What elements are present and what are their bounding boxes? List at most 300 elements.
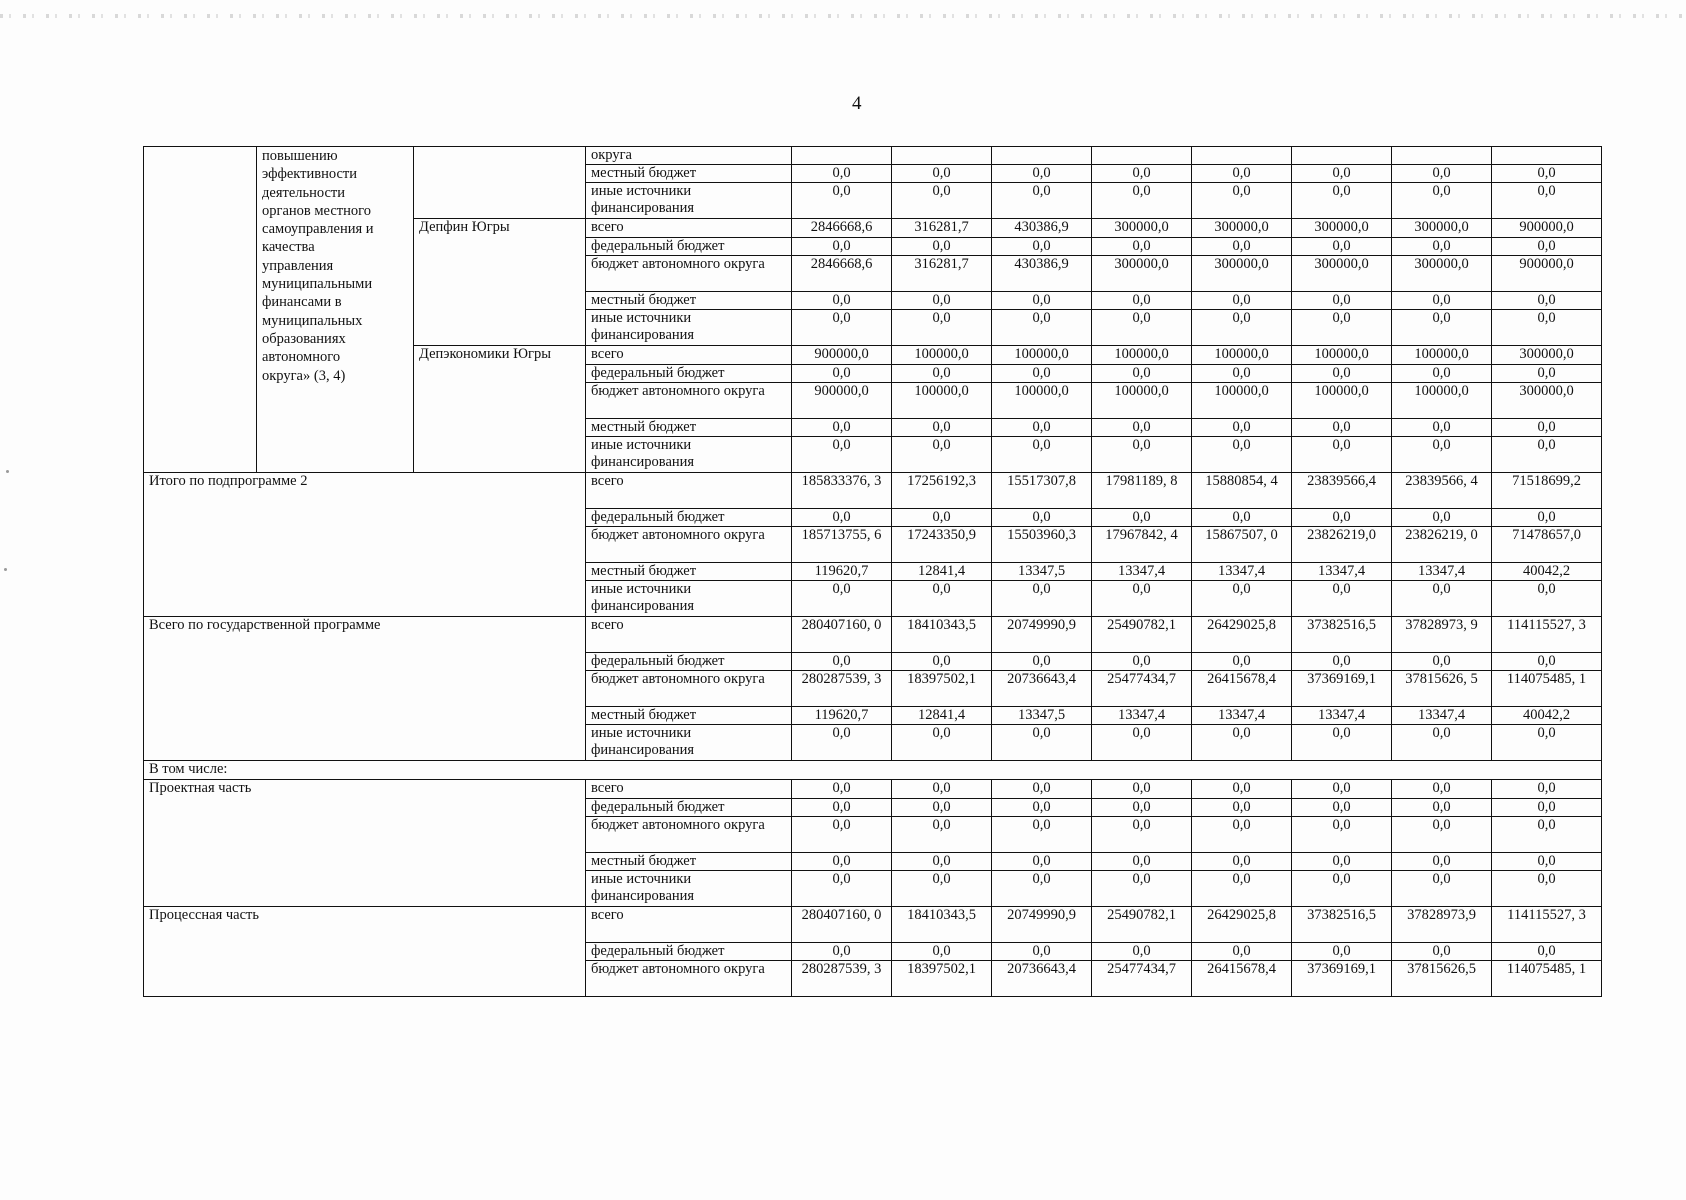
value-cell: 0,0 [892,365,992,383]
value-cell: 18397502,1 [892,961,992,997]
value-cell: 0,0 [792,437,892,473]
value-cell: 100000,0 [1292,383,1392,419]
value-cell: 0,0 [1492,853,1602,871]
value-cell: 12841,4 [892,563,992,581]
value-cell: 0,0 [1492,419,1602,437]
value-cell: 13347,4 [1292,707,1392,725]
value-cell: 0,0 [1292,780,1392,799]
value-cell: 300000,0 [1492,346,1602,365]
value-cell: 0,0 [992,871,1092,907]
value-cell: 280287539, 3 [792,961,892,997]
value-cell: 0,0 [892,419,992,437]
value-cell [992,147,1092,165]
value-cell: 0,0 [1292,799,1392,817]
value-cell: 114075485, 1 [1492,961,1602,997]
table-row [144,907,1602,943]
value-cell: 0,0 [1392,509,1492,527]
source-cell: местный бюджет [586,563,792,581]
value-cell: 0,0 [1392,365,1492,383]
value-cell: 13347,5 [992,563,1092,581]
value-cell: 0,0 [792,310,892,346]
value-cell: 0,0 [892,165,992,183]
value-cell: 0,0 [1492,943,1602,961]
value-cell: 0,0 [1492,817,1602,853]
value-cell: 25477434,7 [1092,671,1192,707]
value-cell: 0,0 [1492,238,1602,256]
program-number-cell [144,147,257,473]
value-cell: 0,0 [1392,943,1492,961]
value-cell: 20736643,4 [992,671,1092,707]
value-cell: 15517307,8 [992,473,1092,509]
value-cell: 900000,0 [1492,256,1602,292]
value-cell: 0,0 [892,310,992,346]
value-cell: 0,0 [1492,310,1602,346]
value-cell: 20749990,9 [992,617,1092,653]
value-cell: 300000,0 [1292,256,1392,292]
value-cell: 100000,0 [1092,346,1192,365]
value-cell: 40042,2 [1492,707,1602,725]
value-cell: 0,0 [892,817,992,853]
value-cell: 0,0 [1092,943,1192,961]
section-title-cell: Процессная часть [144,907,586,997]
value-cell: 37382516,5 [1292,907,1392,943]
value-cell: 0,0 [792,871,892,907]
source-cell: бюджет автономного округа [586,383,792,419]
value-cell: 0,0 [792,581,892,617]
value-cell: 316281,7 [892,256,992,292]
value-cell: 0,0 [1492,725,1602,761]
value-cell: 0,0 [992,780,1092,799]
value-cell: 0,0 [1092,725,1192,761]
source-cell: местный бюджет [586,419,792,437]
value-cell: 0,0 [992,581,1092,617]
value-cell: 17967842, 4 [1092,527,1192,563]
value-cell: 2846668,6 [792,219,892,238]
scan-speck [4,568,7,571]
value-cell: 300000,0 [1092,219,1192,238]
value-cell: 0,0 [792,817,892,853]
value-cell: 0,0 [1192,817,1292,853]
value-cell: 0,0 [992,365,1092,383]
value-cell: 900000,0 [792,346,892,365]
value-cell: 114115527, 3 [1492,907,1602,943]
value-cell: 15880854, 4 [1192,473,1292,509]
value-cell: 0,0 [892,853,992,871]
value-cell: 26429025,8 [1192,617,1292,653]
value-cell: 0,0 [792,943,892,961]
table-row [144,473,1602,509]
value-cell: 0,0 [1392,853,1492,871]
value-cell: 0,0 [1492,165,1602,183]
value-cell: 114115527, 3 [1492,617,1602,653]
value-cell: 0,0 [992,509,1092,527]
value-cell: 100000,0 [1392,346,1492,365]
value-cell: 0,0 [892,509,992,527]
value-cell: 430386,9 [992,256,1092,292]
value-cell [1192,147,1292,165]
value-cell: 13347,4 [1292,563,1392,581]
source-cell: бюджет автономного округа [586,527,792,563]
source-cell: местный бюджет [586,853,792,871]
value-cell [792,147,892,165]
source-cell: всего [586,473,792,509]
value-cell: 0,0 [1392,581,1492,617]
value-cell: 0,0 [1292,183,1392,219]
source-cell: всего [586,907,792,943]
section-title-cell: Всего по государственной программе [144,617,586,761]
value-cell: 0,0 [1092,310,1192,346]
source-cell: иные источники финансирования [586,437,792,473]
value-cell: 15867507, 0 [1192,527,1292,563]
source-cell: иные источники финансирования [586,183,792,219]
value-cell: 0,0 [1092,238,1192,256]
value-cell: 0,0 [1092,581,1192,617]
value-cell: 0,0 [1092,653,1192,671]
value-cell: 26415678,4 [1192,961,1292,997]
value-cell: 0,0 [1492,780,1602,799]
value-cell: 100000,0 [892,346,992,365]
value-cell: 100000,0 [1092,383,1192,419]
source-cell: федеральный бюджет [586,365,792,383]
value-cell: 0,0 [1192,292,1292,310]
value-cell: 25477434,7 [1092,961,1192,997]
value-cell: 119620,7 [792,563,892,581]
value-cell: 37815626,5 [1392,961,1492,997]
value-cell: 0,0 [1292,509,1392,527]
value-cell: 0,0 [792,853,892,871]
value-cell: 23826219,0 [1292,527,1392,563]
source-cell: местный бюджет [586,165,792,183]
value-cell: 0,0 [1392,310,1492,346]
scan-noise-strip [0,14,1686,18]
value-cell: 0,0 [992,799,1092,817]
value-cell: 0,0 [1092,871,1192,907]
value-cell: 0,0 [1392,238,1492,256]
value-cell: 0,0 [1392,419,1492,437]
scan-speck [6,470,9,473]
value-cell: 300000,0 [1192,256,1292,292]
value-cell: 0,0 [1392,292,1492,310]
value-cell: 17243350,9 [892,527,992,563]
value-cell: 0,0 [1192,365,1292,383]
value-cell: 0,0 [1292,653,1392,671]
value-cell: 26429025,8 [1192,907,1292,943]
value-cell: 185713755, 6 [792,527,892,563]
value-cell: 0,0 [792,183,892,219]
value-cell: 0,0 [1092,165,1192,183]
value-cell: 0,0 [1492,183,1602,219]
value-cell: 13347,4 [1392,563,1492,581]
value-cell: 0,0 [1492,509,1602,527]
value-cell: 0,0 [792,780,892,799]
value-cell: 300000,0 [1292,219,1392,238]
value-cell: 0,0 [1392,817,1492,853]
financing-table-body [144,147,1602,997]
source-cell: всего [586,219,792,238]
value-cell: 0,0 [1392,799,1492,817]
value-cell: 12841,4 [892,707,992,725]
value-cell: 0,0 [892,437,992,473]
value-cell: 37382516,5 [1292,617,1392,653]
section-title-cell: Итого по подпрограмме 2 [144,473,586,617]
table-row [144,147,1602,165]
value-cell: 0,0 [1292,165,1392,183]
value-cell: 0,0 [792,419,892,437]
value-cell: 17981189, 8 [1092,473,1192,509]
value-cell: 0,0 [792,509,892,527]
value-cell: 0,0 [1392,780,1492,799]
value-cell: 0,0 [1392,653,1492,671]
value-cell: 13347,4 [1392,707,1492,725]
value-cell: 0,0 [992,437,1092,473]
value-cell: 37828973, 9 [1392,617,1492,653]
source-cell: округа [586,147,792,165]
financing-table-wrapper [143,146,1601,997]
value-cell: 0,0 [892,943,992,961]
value-cell: 20749990,9 [992,907,1092,943]
value-cell: 0,0 [992,238,1092,256]
value-cell: 0,0 [892,871,992,907]
value-cell: 23826219, 0 [1392,527,1492,563]
source-cell: иные источники финансирования [586,871,792,907]
value-cell: 0,0 [1192,419,1292,437]
value-cell: 0,0 [1092,419,1192,437]
executor-cell: Депфин Югры [414,219,586,346]
value-cell: 0,0 [1192,509,1292,527]
value-cell: 0,0 [992,419,1092,437]
value-cell: 0,0 [1492,871,1602,907]
value-cell: 0,0 [1292,238,1392,256]
source-cell: федеральный бюджет [586,799,792,817]
value-cell: 0,0 [792,238,892,256]
value-cell: 0,0 [1192,437,1292,473]
value-cell: 316281,7 [892,219,992,238]
value-cell: 0,0 [1492,799,1602,817]
value-cell: 0,0 [1192,725,1292,761]
value-cell: 0,0 [892,292,992,310]
value-cell: 0,0 [1192,183,1292,219]
table-row [144,617,1602,653]
value-cell: 0,0 [992,817,1092,853]
value-cell: 0,0 [1392,165,1492,183]
value-cell: 0,0 [1292,943,1392,961]
value-cell: 0,0 [1092,365,1192,383]
value-cell [892,147,992,165]
value-cell: 0,0 [1292,817,1392,853]
value-cell: 100000,0 [1292,346,1392,365]
value-cell: 280407160, 0 [792,907,892,943]
value-cell: 26415678,4 [1192,671,1292,707]
source-cell: бюджет автономного округа [586,817,792,853]
value-cell: 100000,0 [1192,346,1292,365]
value-cell: 20736643,4 [992,961,1092,997]
value-cell: 0,0 [992,310,1092,346]
source-cell: бюджет автономного округа [586,256,792,292]
value-cell: 100000,0 [992,383,1092,419]
value-cell: 0,0 [1492,581,1602,617]
value-cell: 100000,0 [1392,383,1492,419]
value-cell: 300000,0 [1492,383,1602,419]
value-cell: 430386,9 [992,219,1092,238]
value-cell: 0,0 [792,165,892,183]
value-cell: 0,0 [1092,799,1192,817]
value-cell: 71478657,0 [1492,527,1602,563]
value-cell: 23839566, 4 [1392,473,1492,509]
value-cell: 0,0 [892,780,992,799]
value-cell: 300000,0 [1392,256,1492,292]
source-cell: федеральный бюджет [586,653,792,671]
value-cell: 0,0 [1392,437,1492,473]
value-cell: 0,0 [1092,853,1192,871]
value-cell: 0,0 [892,581,992,617]
source-cell: иные источники финансирования [586,581,792,617]
value-cell: 0,0 [1192,780,1292,799]
value-cell: 0,0 [1292,581,1392,617]
value-cell: 0,0 [1292,292,1392,310]
source-cell: местный бюджет [586,707,792,725]
section-title-cell: В том числе: [144,761,1602,780]
value-cell: 0,0 [892,183,992,219]
value-cell [1092,147,1192,165]
value-cell: 18397502,1 [892,671,992,707]
value-cell: 0,0 [1292,419,1392,437]
value-cell: 0,0 [992,653,1092,671]
value-cell: 25490782,1 [1092,907,1192,943]
value-cell: 0,0 [1492,653,1602,671]
value-cell: 0,0 [892,653,992,671]
page-number: 4 [852,93,862,114]
value-cell: 0,0 [992,725,1092,761]
value-cell: 0,0 [1392,871,1492,907]
value-cell: 37369169,1 [1292,671,1392,707]
value-cell: 13347,5 [992,707,1092,725]
value-cell: 0,0 [1492,437,1602,473]
value-cell: 37815626, 5 [1392,671,1492,707]
value-cell: 0,0 [1192,943,1292,961]
source-cell: федеральный бюджет [586,943,792,961]
value-cell: 0,0 [1292,871,1392,907]
value-cell: 37828973,9 [1392,907,1492,943]
value-cell: 0,0 [1092,817,1192,853]
source-cell: бюджет автономного округа [586,961,792,997]
source-cell: иные источники финансирования [586,725,792,761]
value-cell: 114075485, 1 [1492,671,1602,707]
value-cell: 0,0 [992,853,1092,871]
value-cell: 0,0 [1092,780,1192,799]
value-cell: 0,0 [1192,799,1292,817]
value-cell: 119620,7 [792,707,892,725]
value-cell: 100000,0 [1192,383,1292,419]
value-cell: 17256192,3 [892,473,992,509]
value-cell: 13347,4 [1092,707,1192,725]
value-cell: 0,0 [992,165,1092,183]
source-cell: всего [586,780,792,799]
executor-cell-prev [414,147,586,219]
source-cell: бюджет автономного округа [586,671,792,707]
value-cell: 0,0 [1192,653,1292,671]
value-cell: 0,0 [1292,437,1392,473]
source-cell: федеральный бюджет [586,238,792,256]
value-cell: 0,0 [792,725,892,761]
value-cell: 0,0 [1092,437,1192,473]
value-cell: 0,0 [792,365,892,383]
value-cell: 23839566,4 [1292,473,1392,509]
executor-cell: Депэкономики Югры [414,346,586,473]
value-cell: 0,0 [892,725,992,761]
value-cell: 0,0 [992,183,1092,219]
value-cell: 900000,0 [792,383,892,419]
value-cell: 15503960,3 [992,527,1092,563]
value-cell: 300000,0 [1092,256,1192,292]
value-cell: 100000,0 [992,346,1092,365]
value-cell: 37369169,1 [1292,961,1392,997]
source-cell: всего [586,617,792,653]
value-cell: 40042,2 [1492,563,1602,581]
value-cell [1392,147,1492,165]
value-cell: 300000,0 [1392,219,1492,238]
value-cell: 0,0 [1292,365,1392,383]
value-cell: 0,0 [1192,871,1292,907]
value-cell: 185833376, 3 [792,473,892,509]
value-cell: 71518699,2 [1492,473,1602,509]
value-cell: 0,0 [1492,292,1602,310]
value-cell [1492,147,1602,165]
value-cell: 900000,0 [1492,219,1602,238]
value-cell: 0,0 [1092,183,1192,219]
value-cell: 0,0 [1292,310,1392,346]
value-cell: 13347,4 [1092,563,1192,581]
source-cell: местный бюджет [586,292,792,310]
value-cell: 18410343,5 [892,617,992,653]
value-cell: 0,0 [1392,725,1492,761]
value-cell: 300000,0 [1192,219,1292,238]
value-cell: 0,0 [1192,238,1292,256]
value-cell: 0,0 [1192,853,1292,871]
value-cell: 0,0 [1192,581,1292,617]
value-cell: 0,0 [892,799,992,817]
value-cell: 0,0 [992,292,1092,310]
value-cell: 0,0 [1192,310,1292,346]
section-title-cell: Проектная часть [144,780,586,907]
value-cell: 18410343,5 [892,907,992,943]
value-cell: 280407160, 0 [792,617,892,653]
value-cell: 0,0 [1292,853,1392,871]
value-cell: 0,0 [792,799,892,817]
value-cell: 0,0 [892,238,992,256]
value-cell: 0,0 [1092,509,1192,527]
value-cell: 0,0 [1092,292,1192,310]
value-cell: 0,0 [792,292,892,310]
value-cell: 0,0 [1392,183,1492,219]
value-cell: 280287539, 3 [792,671,892,707]
source-cell: иные источники финансирования [586,310,792,346]
value-cell: 0,0 [792,653,892,671]
value-cell: 2846668,6 [792,256,892,292]
value-cell: 13347,4 [1192,563,1292,581]
financing-table [143,146,1602,997]
source-cell: всего [586,346,792,365]
source-cell: федеральный бюджет [586,509,792,527]
value-cell: 0,0 [1292,725,1392,761]
value-cell: 0,0 [1492,365,1602,383]
section-row [144,761,1602,780]
program-name-cell: повышению эффективности деятельности органов местного самоуправления и качества управления муниципальными финансами в муниципальных образованиях автономного округа» (3, 4) [257,147,414,473]
value-cell: 100000,0 [892,383,992,419]
value-cell: 0,0 [1192,165,1292,183]
value-cell [1292,147,1392,165]
value-cell: 13347,4 [1192,707,1292,725]
value-cell: 25490782,1 [1092,617,1192,653]
